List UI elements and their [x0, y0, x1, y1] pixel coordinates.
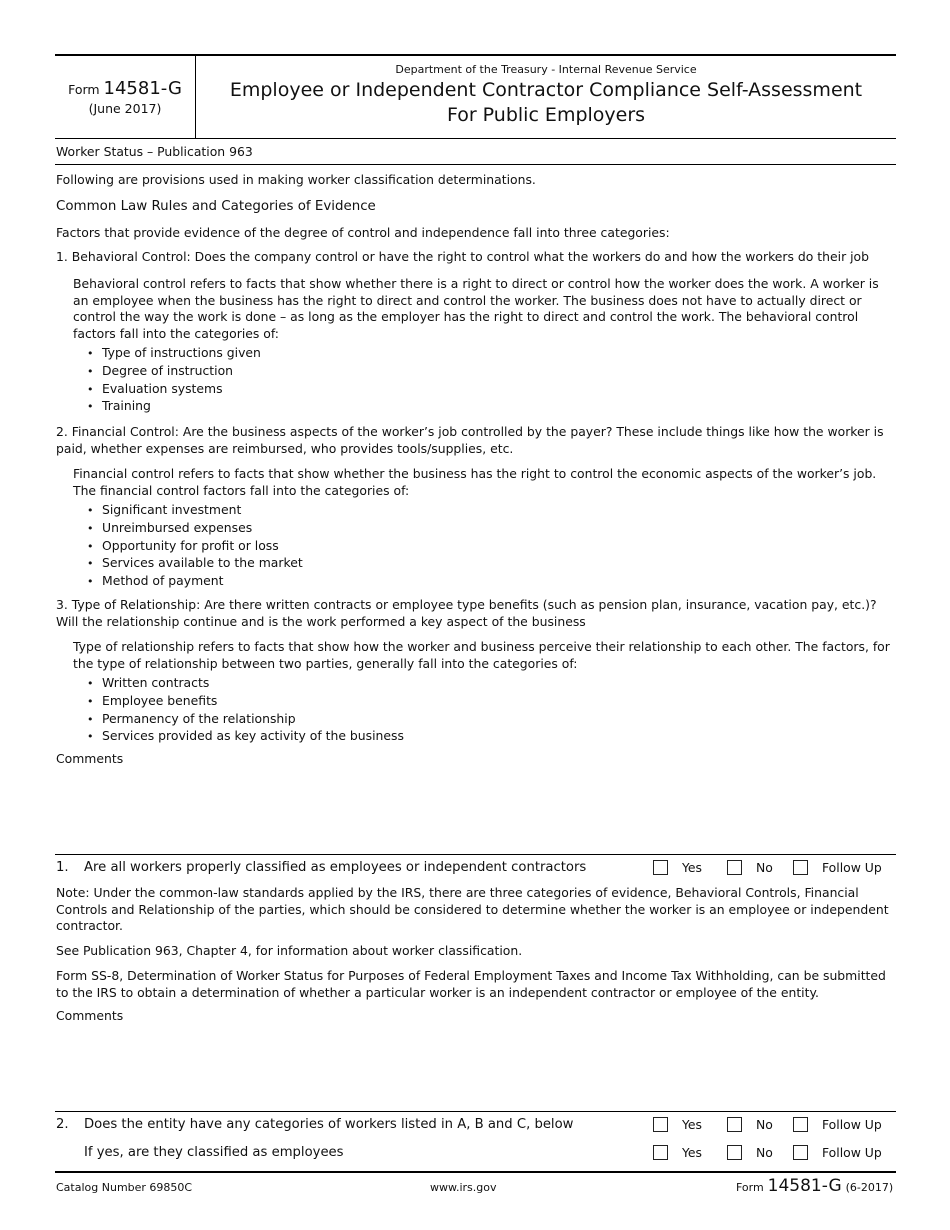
list-item: • Permanency of the relationship — [87, 711, 404, 729]
relationship-list — [87, 675, 404, 746]
question1-text: Are all workers properly classified as employees or independent contractors — [84, 860, 587, 875]
follow-up-label: Follow Up — [822, 860, 882, 875]
question2-text: Does the entity have any categories of workers listed in A, B and C, below — [84, 1117, 574, 1132]
form-title-line2: For Public Employers — [446, 104, 646, 126]
no-label: No — [756, 860, 773, 875]
form-id-block — [56, 78, 194, 99]
list-item: • Written contracts — [87, 675, 404, 693]
section-rule — [55, 164, 896, 165]
list-item: • Evaluation systems — [87, 381, 261, 399]
no-label: No — [756, 1145, 773, 1160]
list-item: • Employee benefits — [87, 693, 404, 711]
list-item: • Degree of instruction — [87, 363, 261, 381]
section-label: Worker Status – Publication 963 — [56, 144, 253, 159]
relationship-heading: 3. Type of Relationship: Are there written contracts or employee type benefits (such as pension plan, insurance, vacation pay, etc.)? Will the relationship continue and is the work performed a key aspect of the business — [56, 597, 877, 629]
header-bottom-rule — [55, 138, 896, 139]
footer-form-id — [736, 1176, 893, 1196]
comments-label: Comments — [56, 1008, 124, 1023]
question2-number: 2. — [56, 1117, 69, 1132]
question2-followup-option[interactable] — [793, 1117, 882, 1132]
relationship-body: Type of relationship refers to facts that show how the worker and business perceive their relationship to each other. The factors, for the type of relationship between two parties, generally fall into the categories of: — [73, 639, 890, 671]
question2-no-option[interactable] — [727, 1117, 773, 1132]
no-checkbox[interactable] — [727, 1145, 742, 1160]
comments-field[interactable] — [56, 1025, 894, 1109]
top-rule — [55, 54, 896, 56]
yes-checkbox[interactable] — [653, 860, 668, 875]
question2-rule — [55, 1111, 896, 1112]
form-number: 14581-G — [103, 78, 182, 99]
footer-revision: (6-2017) — [845, 1181, 894, 1194]
question1-no-option[interactable] — [727, 860, 773, 875]
list-item: • Type of instructions given — [87, 345, 261, 363]
question2-yes-option[interactable] — [653, 1117, 702, 1132]
question2b-no-option[interactable] — [727, 1145, 773, 1160]
comments-label: Comments — [56, 751, 124, 766]
intro-text: Following are provisions used in making worker classification determinations. — [56, 172, 536, 187]
question1-see-publication: See Publication 963, Chapter 4, for information about worker classification. — [56, 943, 523, 958]
catalog-number: Catalog Number 69850C — [56, 1181, 193, 1194]
factors-intro: Factors that provide evidence of the degree of control and independence fall into three categories: — [56, 225, 670, 240]
comments-field[interactable] — [56, 768, 894, 852]
list-item: • Opportunity for profit or loss — [87, 538, 303, 556]
yes-label: Yes — [682, 1145, 703, 1160]
question1-followup-option[interactable] — [793, 860, 882, 875]
yes-label: Yes — [682, 1117, 703, 1132]
list-item: • Services provided as key activity of the business — [87, 728, 404, 746]
no-checkbox[interactable] — [727, 1117, 742, 1132]
follow-up-checkbox[interactable] — [793, 1117, 808, 1132]
financial-control-heading: 2. Financial Control: Are the business aspects of the worker’s job controlled by the payer? These include things like how the worker is paid, whether expenses are reimbursed, who provides tools/supplies, etc. — [56, 424, 884, 456]
common-law-heading: Common Law Rules and Categories of Evidence — [56, 199, 376, 214]
footer-form-number: 14581-G — [767, 1176, 842, 1196]
no-checkbox[interactable] — [727, 860, 742, 875]
list-item: • Method of payment — [87, 573, 303, 591]
footer-form-prefix: Form — [736, 1181, 764, 1194]
yes-checkbox[interactable] — [653, 1117, 668, 1132]
question1-number: 1. — [56, 860, 69, 875]
question1-yes-option[interactable] — [653, 860, 702, 875]
list-item: • Significant investment — [87, 502, 303, 520]
agency-line: Department of the Treasury - Internal Revenue Service — [395, 63, 697, 76]
footer-rule — [55, 1171, 896, 1173]
follow-up-label: Follow Up — [822, 1117, 882, 1132]
question1-note: Note: Under the common-law standards applied by the IRS, there are three categories of evidence, Behavioral Controls, Financial Controls and Relationship of the parties, which should be considered to determine whether the worker is an employee or independent contractor. — [56, 885, 889, 934]
list-item: • Training — [87, 398, 261, 416]
question2b-followup-option[interactable] — [793, 1145, 882, 1160]
form-prefix: Form — [68, 82, 100, 97]
list-item: • Services available to the market — [87, 555, 303, 573]
question1-ss8-text: Form SS-8, Determination of Worker Status for Purposes of Federal Employment Taxes and Income Tax Withholding, can be submitted to the IRS to obtain a determination of whether a particular worker is an independent contractor or employee of the entity. — [56, 968, 886, 1000]
yes-checkbox[interactable] — [653, 1145, 668, 1160]
behavioral-control-body: Behavioral control refers to facts that show whether there is a right to direct or control how the worker does the work. A worker is an employee when the business has the right to direct and control the worker. The business does not have to actually direct or control the way the work is done – as long as the employer has the right to direct and control the work. The behavioral control factors fall into the categories of: — [73, 276, 879, 341]
question2-followup-text: If yes, are they classified as employees — [84, 1145, 344, 1160]
yes-label: Yes — [682, 860, 703, 875]
financial-control-list — [87, 502, 303, 591]
behavioral-control-heading: 1. Behavioral Control: Does the company control or have the right to control what the workers do and how the workers do their job — [56, 249, 870, 264]
question2b-yes-option[interactable] — [653, 1145, 702, 1160]
form-date: (June 2017) — [88, 101, 162, 116]
financial-control-body: Financial control refers to facts that show whether the business has the right to control the economic aspects of the worker’s job. The financial control factors fall into the categories of: — [73, 466, 877, 498]
form-title-line1: Employee or Independent Contractor Compliance Self-Assessment — [229, 79, 863, 101]
follow-up-checkbox[interactable] — [793, 1145, 808, 1160]
behavioral-control-list — [87, 345, 261, 416]
follow-up-label: Follow Up — [822, 1145, 882, 1160]
irs-website: www.irs.gov — [430, 1181, 497, 1194]
no-label: No — [756, 1117, 773, 1132]
list-item: • Unreimbursed expenses — [87, 520, 303, 538]
question1-rule — [55, 854, 896, 855]
follow-up-checkbox[interactable] — [793, 860, 808, 875]
